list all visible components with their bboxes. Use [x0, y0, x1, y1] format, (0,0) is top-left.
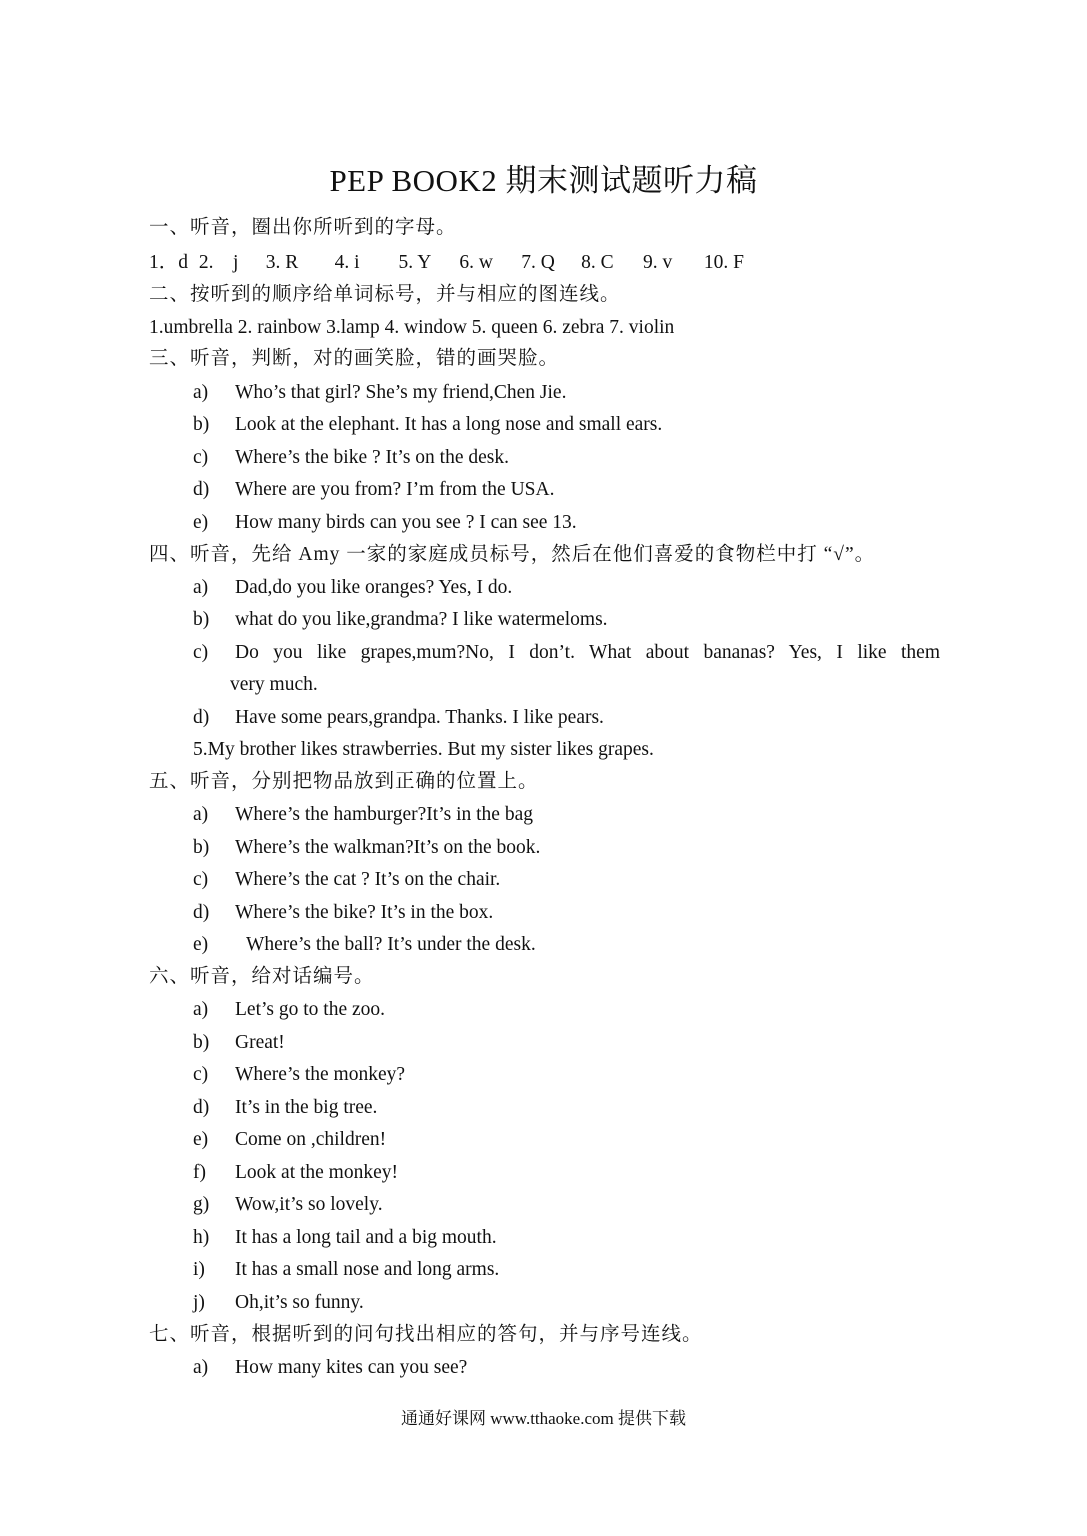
item-label: d) — [193, 1097, 210, 1118]
item-label: c) — [193, 869, 209, 890]
item-label: c) — [193, 642, 209, 663]
answer-item: 9. v — [643, 252, 673, 273]
item-label: b) — [193, 1032, 210, 1053]
item-label: a) — [193, 382, 209, 403]
item-text: Look at the monkey! — [235, 1162, 398, 1183]
answer-item: 2. j — [198, 252, 239, 273]
item-text: It has a long tail and a big mouth. — [235, 1227, 497, 1248]
item-text: Do you like grapes,mum?No, I don’t. What about bananas? Yes, I like them — [235, 642, 940, 663]
section-1-heading: 一、听音，圈出你所听到的字母。 — [149, 217, 457, 238]
answer-item: 7. Q — [521, 252, 555, 273]
answer-item: 6. w — [459, 252, 493, 273]
item-text: what do you like,grandma? I like watermeloms. — [235, 609, 608, 630]
item-label: h) — [193, 1227, 210, 1248]
item-text: How many birds can you see ? I can see 13. — [235, 512, 577, 533]
item-text-continuation: very much. — [230, 674, 318, 695]
item-text: Wow,it’s so lovely. — [235, 1194, 383, 1215]
item-label: g) — [193, 1194, 210, 1215]
item-label: b) — [193, 414, 210, 435]
item-text: Where’s the cat ? It’s on the chair. — [235, 869, 501, 890]
item-label: d) — [193, 707, 210, 728]
item-text: Where’s the hamburger?It’s in the bag — [235, 804, 533, 825]
section-3-heading: 三、听音，判断，对的画笑脸，错的画哭脸。 — [149, 348, 560, 369]
item-text: Great! — [235, 1032, 285, 1053]
item-text: Where’s the walkman?It’s on the book. — [235, 837, 541, 858]
item-label: j) — [193, 1292, 205, 1313]
section-6-heading: 六、听音，给对话编号。 — [149, 966, 375, 987]
item-text: It’s in the big tree. — [235, 1097, 378, 1118]
section-1-answers — [149, 249, 744, 277]
item-label: c) — [193, 1064, 209, 1085]
item-text: It has a small nose and long arms. — [235, 1259, 500, 1280]
item-label: a) — [193, 1357, 209, 1378]
section-2-words: 1.umbrella 2. rainbow 3.lamp 4. window 5. queen 6. zebra 7. violin — [149, 317, 675, 338]
section-5-heading: 五、听音，分别把物品放到正确的位置上。 — [149, 771, 539, 792]
item-label: a) — [193, 577, 209, 598]
item-text: Where’s the bike? It’s in the box. — [235, 902, 494, 923]
item-label: e) — [193, 934, 209, 955]
page-footer: 通通好课网 www.tthaoke.com 提供下载 — [400, 1409, 687, 1428]
item-label: e) — [193, 1129, 209, 1150]
item-label: i) — [193, 1259, 205, 1280]
item-label: d) — [193, 902, 210, 923]
item-text: Oh,it’s so funny. — [235, 1292, 364, 1313]
item-text: Dad,do you like oranges? Yes, I do. — [235, 577, 513, 598]
item-text: Where’s the ball? It’s under the desk. — [246, 934, 536, 955]
document-title: PEP BOOK2 期末测试题听力稿 — [329, 163, 758, 198]
item-text: Where are you from? I’m from the USA. — [235, 479, 555, 500]
section-4-heading: 四、听音，先给 Amy 一家的家庭成员标号，然后在他们喜爱的食物栏中打 “√”。 — [149, 544, 876, 565]
item-label: b) — [193, 609, 210, 630]
item-label: a) — [193, 804, 209, 825]
item-text: Look at the elephant. It has a long nose and small ears. — [235, 414, 663, 435]
answer-item: 8. C — [581, 252, 614, 273]
item-text: Let’s go to the zoo. — [235, 999, 386, 1020]
section-2-heading: 二、按听到的顺序给单词标号，并与相应的图连线。 — [149, 284, 621, 305]
item-label: c) — [193, 447, 209, 468]
item-label: e) — [193, 512, 209, 533]
section-7-heading: 七、听音，根据听到的问句找出相应的答句，并与序号连线。 — [149, 1324, 703, 1345]
answer-item: 5. Y — [398, 252, 432, 273]
section-4-extra: 5.My brother likes strawberries. But my sister likes grapes. — [193, 739, 654, 760]
answer-item: 4. i — [334, 252, 360, 273]
item-text: Come on ,children! — [235, 1129, 387, 1150]
item-text: How many kites can you see? — [235, 1357, 468, 1378]
item-text: Where’s the monkey? — [235, 1064, 406, 1085]
item-label: d) — [193, 479, 210, 500]
item-text: Where’s the bike ? It’s on the desk. — [235, 447, 509, 468]
item-label: f) — [193, 1162, 206, 1183]
item-text: Have some pears,grandpa. Thanks. I like pears. — [235, 707, 604, 728]
item-text: Who’s that girl? She’s my friend,Chen Jie. — [235, 382, 567, 403]
item-label: b) — [193, 837, 210, 858]
answer-item: 1．d — [149, 252, 189, 273]
item-label: a) — [193, 999, 209, 1020]
answer-item: 10. F — [703, 252, 744, 273]
answer-item: 3. R — [265, 252, 299, 273]
